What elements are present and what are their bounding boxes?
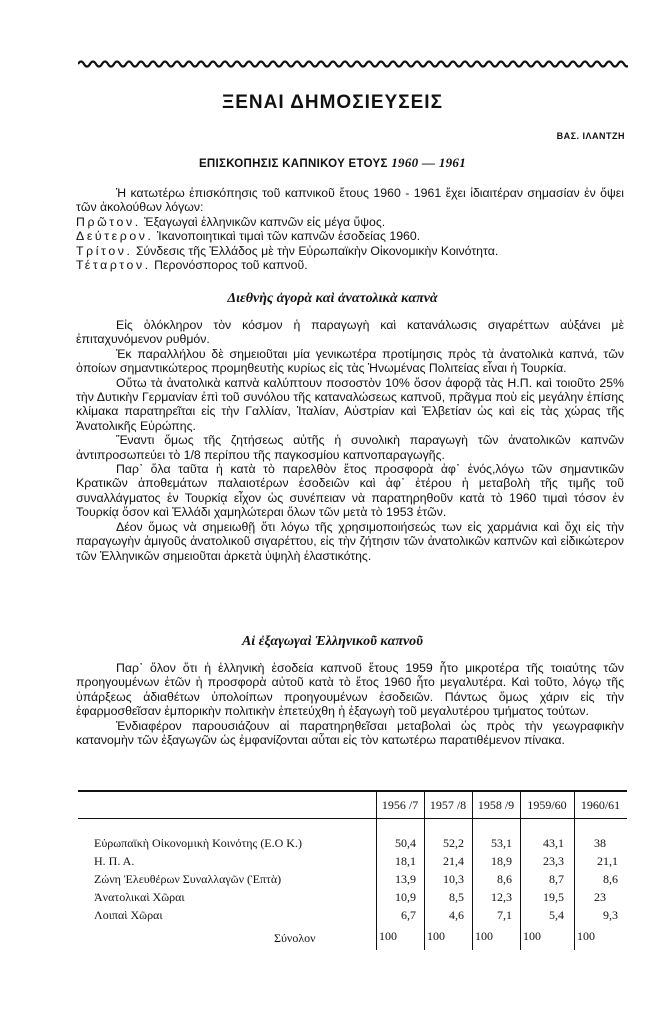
table-cell: 13,9 <box>395 872 416 886</box>
table-cell: 5,4 <box>549 908 564 922</box>
table-cell: 4,6 <box>449 908 464 922</box>
table-cell: 8,6 <box>603 872 618 886</box>
table-cell: 21,4 <box>443 854 464 868</box>
page-title: ΞΕΝΑΙ ΔΗΜΟΣΙΕΥΣΕΙΣ <box>222 92 443 113</box>
paragraph: Ἔναντι ὅμως τῆς ζητήσεως αὐτῆς ἡ συνολικὴ παραγωγὴ τῶν ἀνατολικῶν καπνῶν ἀντιπροσωπεύει τὸ 1/8 περίπου τῆς παγκοσμίου καπνοπαραγωγῆς. <box>76 433 624 462</box>
intro-item-4: Τέταρτον. Περονόσπορος τοῦ καπνοῦ. <box>76 258 308 273</box>
article-subtitle <box>0 155 665 171</box>
row-label: Ἀνατολικαὶ Χῶραι <box>94 890 185 904</box>
column-divider <box>376 790 377 950</box>
paragraph: Ἐνδιαφέρον παρουσιάζουν αἱ παρατηρηθεῖσαι μεταβολαὶ ὡς πρὸς τὴν γεωγραφικὴν κατανομὴν τῶν ἐξαγωγῶν ὡς ἐμφανίζονται αὗται εἰς τὸν κατωτέρω παρατιθέμενον πίνακα. <box>76 718 624 748</box>
table-cell: 6,7 <box>401 908 416 922</box>
total-cell: 100 <box>427 929 445 943</box>
column-divider <box>424 790 425 950</box>
section1-body <box>76 318 624 563</box>
section-heading-greek-exports: Αἱ ἐξαγωγαὶ Ἑλληνικοῦ καπνοῦ <box>241 634 424 649</box>
section-heading-international-market: Διεθνὴς ἀγορὰ καὶ ἀνατολικὰ καπνὰ <box>227 291 438 306</box>
row-label: Λοιπαὶ Χῶραι <box>94 908 163 922</box>
total-cell: 100 <box>523 929 541 943</box>
table-cell: 50,4 <box>395 836 416 850</box>
table-cell: 43,1 <box>543 836 564 850</box>
intro-item-2: Δεύτερον. Ἱκανοποιητικαὶ τιμαὶ τῶν καπνῶν ἐσοδείας 1960. <box>76 229 421 244</box>
paragraph: Οὕτω τὰ ἀνατολικὰ καπνὰ καλύπτουν ποσοστὸν 10% ὅσον ἀφορᾷ τὰς Η.Π. καὶ τοιοῦτο 25% τὴν Δυτικὴν Γερμανίαν ἐπὶ τοῦ συνόλου τῆς καταναλώσεως καπνοῦ, πρᾶγμα ποὺ εἰς μεγάλην ἐπίσης κλίμακα παρατηρεῖται εἰς τὴν Γαλλίαν, Ἰταλίαν, Αὐστρίαν καὶ Ἑλβετίαν ὡς καὶ εἰς τὰς χώρας τῆς Ἀνατολικῆς Εὐρώπης. <box>76 375 624 433</box>
subtitle-years: 1960 — 1961 <box>391 155 467 170</box>
table-cell: 52,2 <box>443 836 464 850</box>
table-cell: 23 <box>594 890 606 904</box>
column-divider <box>472 790 473 950</box>
column-header: 1958 /9 <box>477 798 515 812</box>
exports-table <box>78 790 627 950</box>
table-cell: 10,3 <box>443 872 464 886</box>
intro-paragraph: Ἡ κατωτέρω ἐπισκόπησις τοῦ καπνικοῦ ἔτους 1960 - 1961 ἔχει ἰδιαιτέραν σημασίαν ἐν ὄψει τῶν ἀκολούθων λόγων: <box>76 186 624 215</box>
table-cell: 8,7 <box>549 872 564 886</box>
row-label: Ζώνη Ἐλευθέρων Συναλλαγῶν (Ἑπτὰ) <box>94 872 282 886</box>
total-label: Σύνολον <box>274 931 316 945</box>
intro-item-3: Τρίτον. Σύνδεσις τῆς Ἑλλάδος μὲ τὴν Εὐρωπαϊκὴν Οἰκονομικὴν Κοινότητα. <box>76 243 499 258</box>
decorative-wave-border <box>78 59 628 69</box>
intro-item-1: Πρῶτον. Ἐξαγωγαὶ ἑλληνικῶν καπνῶν εἰς μέγα ὕψος. <box>76 214 386 229</box>
table-cell: 18,1 <box>395 854 416 868</box>
column-header: 1956 /7 <box>381 798 419 812</box>
table-cell: 12,3 <box>491 890 512 904</box>
table-cell: 10,9 <box>395 890 416 904</box>
intro-block <box>76 186 624 272</box>
table-cell: 53,1 <box>491 836 512 850</box>
table-cell: 9,3 <box>603 908 618 922</box>
table-cell: 23,3 <box>543 854 564 868</box>
column-header: 1960/61 <box>580 798 621 812</box>
table-cell: 8,6 <box>497 872 512 886</box>
table-cell: 18,9 <box>491 854 512 868</box>
total-cell: 100 <box>475 929 493 943</box>
table-cell: 21,1 <box>597 854 618 868</box>
table-cell: 7,1 <box>497 908 512 922</box>
table-cell: 8,5 <box>449 890 464 904</box>
column-header: 1957 /8 <box>429 798 467 812</box>
paragraph: Δέον ὅμως νὰ σημειωθῇ ὅτι λόγω τῆς χρησιμοποιήσεώς των εἰς χαρμάνια καὶ ὄχι εἰς τὴν παραγωγὴν ἀμιγοῦς ἀνατολικοῦ σιγαρέττου, εἰς τὴν ζήτησιν τῶν ἀνατολικῶν καπνῶν καὶ εἰδικώτερον τῶν Ἑλληνικῶν σημειοῦται ἀρκετὰ ὑψηλὴ ἐλαστικότης. <box>76 519 624 563</box>
section2-body <box>76 661 624 747</box>
author-name: ΒΑΣ. ΙΛΑΝΤΖΗ <box>556 131 625 141</box>
subtitle-text: ΕΠΙΣΚΟΠΗΣΙΣ ΚΑΠΝΙΚΟΥ ΕΤΟΥΣ <box>198 158 388 170</box>
row-label: Εὐρωπαϊκὴ Οἰκονομικὴ Κοινότης (Ε.Ο Κ.) <box>94 836 302 850</box>
paragraph: Εἰς ὁλόκληρον τὸν κόσμον ἡ παραγωγὴ καὶ κατανάλωσις σιγαρέττων αὐξάνει μὲ ἐπιταχυνόμενον ρυθμόν. <box>76 318 624 347</box>
paragraph: Παρ᾽ ὅλον ὅτι ἡ ἑλληνικὴ ἐσοδεία καπνοῦ ἔτους 1959 ἦτο μικροτέρα τῆς τοιαύτης τῶν προηγουμένων ἐτῶν ἡ προσφορὰ αὐτοῦ κατὰ τὸ ἔτος 1960 ἦτο μεγαλυτέρα. Καὶ τοῦτο, λόγῳ τῆς ὑπάρξεως ἀδιαθέτων ὑπολοίπων προηγουμένων ἐσοδειῶν. Πάντως ὅμως χάριν εἰς τὴν ἐφαρμοσθεῖσαν ἐμπορικὴν πολιτικὴν ἐπετεύχθη ἡ ἐξαγωγὴ τοῦ μεγαλυτέρου τμήματος τούτων. <box>76 661 624 719</box>
table-top-rule <box>78 790 627 792</box>
table-cell: 19,5 <box>543 890 564 904</box>
column-divider <box>574 790 575 950</box>
column-divider <box>520 790 521 950</box>
column-header: 1959/60 <box>527 798 567 812</box>
row-label: Η. Π. Α. <box>94 854 135 868</box>
table-cell: 38 <box>594 836 606 850</box>
total-cell: 100 <box>577 929 595 943</box>
total-cell: 100 <box>379 929 397 943</box>
table-header-rule <box>78 818 627 819</box>
paragraph: Παρ᾽ ὅλα ταῦτα ἡ κατὰ τὸ παρελθὸν ἔτος προσφορὰ ἀφ᾽ ἑνός,λόγω τῶν σημαντικῶν Κρατικῶν ἀποθεμάτων παλαιοτέρων ἐσοδειῶν καὶ ἀφ᾽ ἑτέρου ἡ μεταβολὴ τῆς τιμῆς τοῦ συναλλάγματος ἐν Τουρκίᾳ εἶχον ὡς συνέπειαν νὰ παρατηρηθοῦν κατὰ τὸ 1960 τιμαὶ τόσον ἐν Τουρκίᾳ ὅσον καὶ Ἑλλάδι χαμηλώτεραι ὅλων τῶν μετὰ τὸ 1953 ἐτῶν. <box>76 462 624 520</box>
paragraph: Ἐκ παραλλήλου δὲ σημειοῦται μία γενικωτέρα προτίμησις πρὸς τὰ ἀνατολικὰ καπνά, τῶν ὁποίων σημαντικώτερος προμηθευτὴς κυρίως εἰς τὰς Ἡνωμένας Πολιτείας εἶναι ἡ Τουρκία. <box>76 346 624 376</box>
